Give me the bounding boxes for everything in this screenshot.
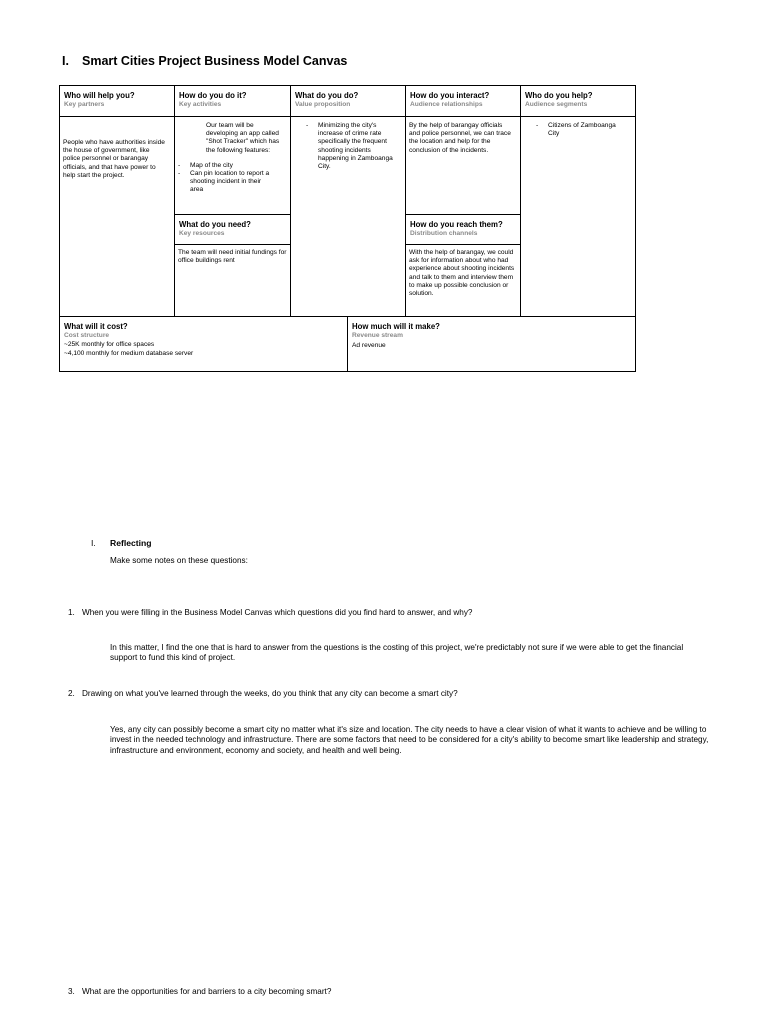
- question-text: What are the opportunities for and barriers to a city becoming smart?: [82, 987, 332, 996]
- key-partners-subtitle: Key partners: [64, 101, 105, 108]
- header-key-resources: [174, 214, 291, 244]
- key-activities-title: How do you do it?: [179, 91, 247, 100]
- key-partners-text: People who have authorities inside the house of government, like police personnel or barangay officials, and that have power to help start the project.: [63, 139, 165, 179]
- body-distribution-channels: [405, 244, 521, 317]
- body-key-activities: [174, 116, 291, 215]
- header-value-proposition: [290, 85, 406, 116]
- distribution-channels-subtitle: Distribution channels: [410, 230, 478, 237]
- body-value-proposition: [290, 116, 406, 317]
- question-number: 1.: [68, 608, 75, 617]
- audience-segments-item: - Citizens of Zamboanga City: [533, 122, 623, 138]
- question-1: [68, 608, 473, 617]
- body-key-partners: [59, 116, 175, 317]
- cost-line: ~4,100 monthly for medium database server: [64, 350, 194, 358]
- distribution-channels-text: With the help of barangay, we could ask for information about who had experience about shooting incidents and talk to them and interview them to make up possible conclusion or solution.: [409, 249, 515, 298]
- reflecting-heading: [91, 538, 152, 548]
- question-3: [68, 987, 331, 996]
- header-key-partners: [59, 85, 175, 116]
- revenue-stream-subtitle: Revenue stream: [352, 332, 403, 339]
- question-number: 2.: [68, 689, 75, 698]
- revenue-stream-title: How much will it make?: [352, 322, 440, 331]
- body-audience-segments: [520, 116, 636, 317]
- key-activities-list: [175, 162, 275, 195]
- value-proposition-list: [303, 122, 403, 171]
- header-distribution-channels: [405, 214, 521, 244]
- key-partners-title: Who will help you?: [64, 91, 135, 100]
- answer-1: In this matter, I find the one that is hard to answer from the questions is the costing of this project, we're predictably not sure if we were able to get the financial support to fund this kind of project.: [110, 643, 684, 663]
- reflecting-title: Reflecting: [110, 538, 152, 548]
- cost-line: ~25K monthly for office spaces: [64, 341, 155, 348]
- header-audience-segments: [520, 85, 636, 116]
- revenue-text: Ad revenue: [352, 342, 386, 349]
- key-resources-title: What do you need?: [179, 220, 251, 229]
- header-key-activities: [174, 85, 291, 116]
- key-activities-item: - Map of the city: [175, 162, 275, 170]
- key-resources-text: The team will need initial fundings for office buildings rent: [178, 249, 287, 265]
- value-proposition-subtitle: Value proposition: [295, 101, 351, 108]
- body-audience-relationships: [405, 116, 521, 215]
- question-text: When you were filling in the Business Model Canvas which questions did you find hard to answer, and why?: [82, 608, 473, 617]
- cell-cost-structure: [59, 316, 348, 372]
- header-audience-relationships: [405, 85, 521, 116]
- page-title: [62, 54, 347, 68]
- body-key-resources: [174, 244, 291, 317]
- distribution-channels-title: How do you reach them?: [410, 220, 503, 229]
- audience-relationships-subtitle: Audience relationships: [410, 101, 483, 108]
- reflecting-number: I.: [91, 538, 96, 548]
- question-text: Drawing on what you've learned through the weeks, do you think that any city can become a smart city?: [82, 689, 458, 698]
- reflecting-intro: Make some notes on these questions:: [110, 556, 248, 565]
- key-activities-item: - Can pin location to report a shooting incident in their area: [175, 170, 275, 195]
- question-2: [68, 689, 458, 698]
- audience-segments-subtitle: Audience segments: [525, 101, 588, 108]
- business-model-canvas: [59, 85, 636, 372]
- value-proposition-title: What do you do?: [295, 91, 359, 100]
- value-proposition-item: - Minimizing the city's increase of crime rate specifically the frequent shooting incidents happening in Zamboanga City.: [303, 122, 403, 171]
- cost-structure-title: What will it cost?: [64, 322, 128, 331]
- key-activities-text: Our team will be developing an app called "Shot Tracker" which has the following features:: [206, 122, 280, 154]
- audience-relationships-title: How do you interact?: [410, 91, 490, 100]
- audience-segments-list: [533, 122, 623, 138]
- key-activities-subtitle: Key activities: [179, 101, 222, 108]
- title-number: I.: [62, 54, 69, 68]
- title-text: Smart Cities Project Business Model Canvas: [82, 54, 348, 68]
- audience-relationships-text: By the help of barangay officials and police personnel, we can trace the location and help for the conclusion of the incidents.: [409, 122, 511, 154]
- answer-2: Yes, any city can possibly become a smart city no matter what it's size and location. The city needs to have a clear vision of what it wants to achieve and be willing to invest in the needed technology and infrastructure. There are some factors that need to be considered for a city's ability to become smart like leadership and strategy, infrastructure and environment, economy and society, and health and well being.: [110, 725, 709, 755]
- audience-segments-title: Who do you help?: [525, 91, 593, 100]
- key-resources-subtitle: Key resources: [179, 230, 225, 237]
- cell-revenue-stream: [347, 316, 636, 372]
- question-number: 3.: [68, 987, 75, 996]
- cost-structure-subtitle: Cost structure: [64, 332, 110, 339]
